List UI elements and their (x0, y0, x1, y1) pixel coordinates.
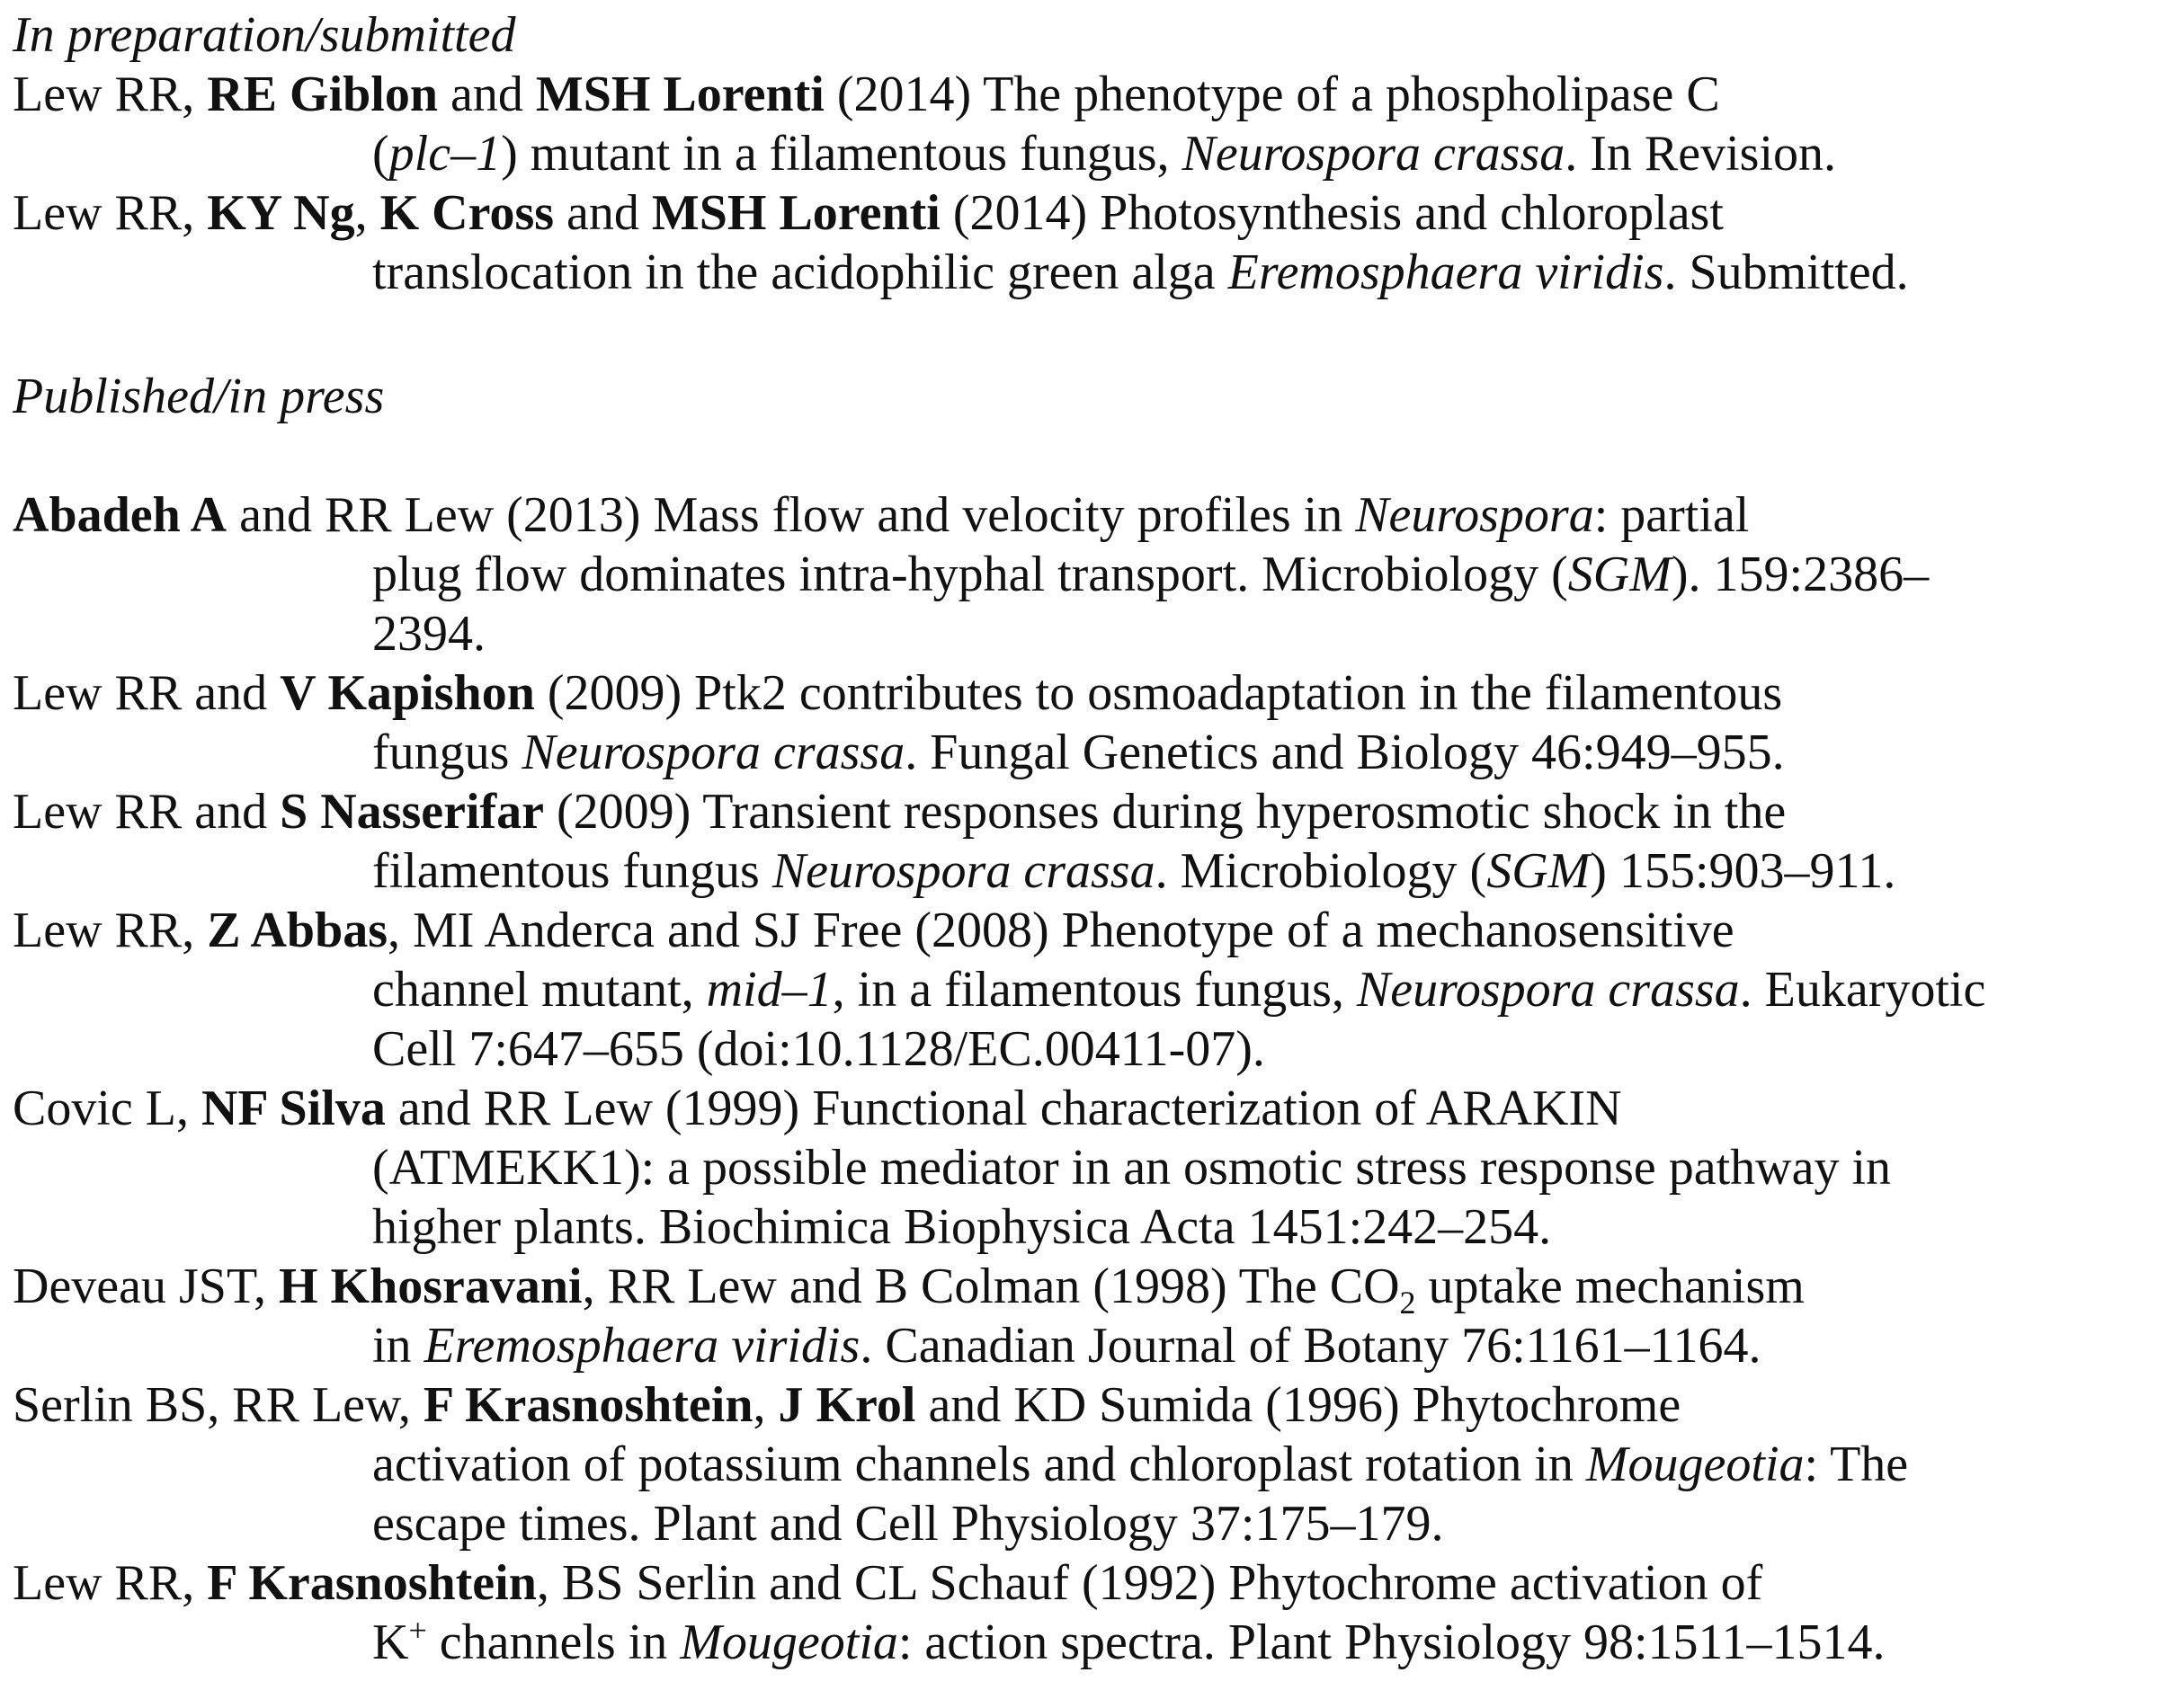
reference-text: , in a filamentous fungus, (832, 962, 1357, 1018)
reference-line (192, 243, 2153, 302)
reference-text: + (408, 1612, 427, 1649)
reference-text: filamentous fungus (372, 843, 772, 899)
italic-text: Neurospora (1355, 487, 1594, 543)
reference-line (13, 1257, 2153, 1321)
reference-line (192, 1613, 2153, 1672)
reference-text: (2009) Transient responses during hyperosmotic shock in the (544, 784, 1787, 840)
reference-text: in (372, 1318, 424, 1374)
reference-text: . Eukaryotic (1739, 962, 1986, 1018)
reference-text: 2394. (372, 606, 486, 662)
italic-text: Mougeotia (1585, 1437, 1805, 1492)
reference-line (192, 604, 2153, 663)
italic-text: mid–1 (706, 962, 833, 1018)
reference-entry (13, 1079, 2153, 1257)
italic-text: SGM (1567, 547, 1672, 602)
author-name-bold: MSH Lorenti (535, 67, 825, 122)
reference-text: Deveau JST, (13, 1259, 279, 1314)
author-name-bold: H Khosravani (279, 1259, 583, 1314)
reference-text: , (753, 1377, 779, 1433)
reference-text: Lew RR, (13, 1555, 208, 1611)
reference-text: activation of potassium channels and chloroplast rotation in (372, 1437, 1586, 1492)
author-name-bold: MSH Lorenti (651, 185, 941, 241)
reference-entry (13, 782, 2153, 901)
reference-text: Covic L, (13, 1081, 201, 1136)
reference-entry (13, 183, 2153, 302)
italic-text: SGM (1486, 843, 1591, 899)
reference-line (13, 485, 2153, 545)
reference-text: ( (372, 126, 389, 182)
reference-text: , MI Anderca and SJ Free (2008) Phenotype of a mechanosensitive (388, 903, 1734, 958)
reference-text: Lew RR and (13, 665, 281, 721)
reference-text: (2014) Photosynthesis and chloroplast (940, 185, 1724, 241)
reference-text: escape times. Plant and Cell Physiology 37:175–179. (372, 1496, 1444, 1552)
reference-entry (13, 485, 2153, 663)
reference-text: plug flow dominates intra-hyphal transport. Microbiology ( (372, 547, 1568, 602)
reference-line (192, 841, 2153, 901)
reference-text: : partial (1593, 487, 1750, 543)
reference-text: . Fungal Genetics and Biology 46:949–955. (905, 725, 1785, 780)
reference-line (13, 901, 2153, 960)
reference-line (192, 545, 2153, 604)
reference-text: and (554, 185, 652, 241)
reference-text: , BS Serlin and CL Schauf (1992) Phytochrome activation of (536, 1555, 1763, 1611)
reference-line (13, 1553, 2153, 1613)
reference-text: Lew RR, (13, 903, 208, 958)
reference-text: (2009) Ptk2 contributes to osmoadaptation in the filamentous (534, 665, 1783, 721)
italic-text: Neurospora crassa (771, 843, 1155, 899)
reference-text: Cell 7:647–655 (doi:10.1128/EC.00411-07). (372, 1021, 1265, 1077)
reference-line (13, 1079, 2153, 1138)
reference-line (192, 723, 2153, 782)
italic-text: Mougeotia (680, 1615, 898, 1670)
author-name-bold: K Cross (379, 185, 555, 241)
author-name-bold: V Kapishon (280, 665, 535, 721)
reference-text: channel mutant, (372, 962, 707, 1018)
reference-text: . Canadian Journal of Botany 76:1161–1164. (860, 1318, 1761, 1374)
reference-text: Serlin BS, RR Lew, (13, 1377, 424, 1433)
reference-entry (13, 1257, 2153, 1375)
italic-text: Neurospora crassa (1182, 126, 1565, 182)
reference-entry (13, 65, 2153, 183)
reference-text: and (437, 67, 536, 122)
author-name-bold: Abadeh A (13, 487, 227, 543)
reference-text: 2 (1399, 1285, 1416, 1321)
publication-list (13, 0, 2153, 1672)
reference-text: Lew RR, (13, 185, 208, 241)
reference-text: (2014) The phenotype of a phospholipase C (824, 67, 1720, 122)
author-name-bold: F Krasnoshtein (423, 1377, 754, 1433)
reference-text: fungus (372, 725, 522, 780)
reference-text: , RR Lew and B Colman (1998) The CO (582, 1259, 1400, 1314)
reference-text: channels in (426, 1615, 681, 1670)
reference-line (13, 65, 2153, 124)
italic-text: Eremosphaera viridis (424, 1318, 861, 1374)
reference-text: ). 159:2386– (1671, 547, 1930, 602)
reference-text: K (372, 1615, 409, 1670)
reference-entry (13, 1375, 2153, 1553)
author-name-bold: Z Abbas (207, 903, 388, 958)
reference-entry (13, 901, 2153, 1079)
reference-text: . Microbiology ( (1155, 843, 1487, 899)
section-heading: Published/in press (13, 369, 385, 424)
reference-text: and KD Sumida (1996) Phytochrome (915, 1377, 1681, 1433)
author-name-bold: KY Ng (207, 185, 355, 241)
reference-line (13, 663, 2153, 723)
reference-line (192, 1435, 2153, 1494)
reference-line (192, 1316, 2153, 1375)
author-name-bold: S Nasserifar (280, 784, 545, 840)
author-name-bold: J Krol (778, 1377, 916, 1433)
reference-text: translocation in the acidophilic green alga (372, 245, 1228, 300)
reference-text: , (354, 185, 380, 241)
reference-text: : The (1804, 1437, 1909, 1492)
reference-line (192, 1494, 2153, 1553)
reference-line (192, 1197, 2153, 1257)
reference-text: (ATMEKK1): a possible mediator in an osmotic stress response pathway in (372, 1140, 1892, 1196)
italic-text: Neurospora crassa (522, 725, 905, 780)
italic-text: Neurospora crassa (1356, 962, 1740, 1018)
reference-text: higher plants. Biochimica Biophysica Acta 1451:242–254. (372, 1199, 1552, 1255)
reference-line (192, 124, 2153, 183)
reference-line (192, 1138, 2153, 1197)
author-name-bold: NF Silva (201, 1081, 386, 1136)
italic-text: Eremosphaera viridis (1227, 245, 1664, 300)
reference-entry (13, 663, 2153, 782)
italic-text: plc–1 (388, 126, 502, 182)
reference-text: and RR Lew (2013) Mass flow and velocity profiles in (227, 487, 1356, 543)
reference-line (192, 1019, 2153, 1079)
reference-text: ) mutant in a filamentous fungus, (501, 126, 1182, 182)
reference-text: Lew RR and (13, 784, 281, 840)
reference-text: . In Revision. (1565, 126, 1837, 182)
reference-text: uptake mechanism (1415, 1259, 1805, 1314)
author-name-bold: F Krasnoshtein (207, 1555, 537, 1611)
reference-text: : action spectra. Plant Physiology 98:1511–1514. (897, 1615, 1886, 1670)
author-name-bold: RE Giblon (207, 67, 438, 122)
reference-text: Lew RR, (13, 67, 208, 122)
reference-line (13, 183, 2153, 243)
reference-text: . Submitted. (1663, 245, 1909, 300)
reference-line (13, 782, 2153, 841)
section-heading: In preparation/submitted (13, 7, 516, 63)
reference-text: and RR Lew (1999) Functional characterization of ARAKIN (385, 1081, 1622, 1136)
reference-text: ) 155:903–911. (1590, 843, 1896, 899)
reference-line (13, 1375, 2153, 1435)
reference-entry (13, 1553, 2153, 1672)
reference-line (192, 960, 2153, 1019)
